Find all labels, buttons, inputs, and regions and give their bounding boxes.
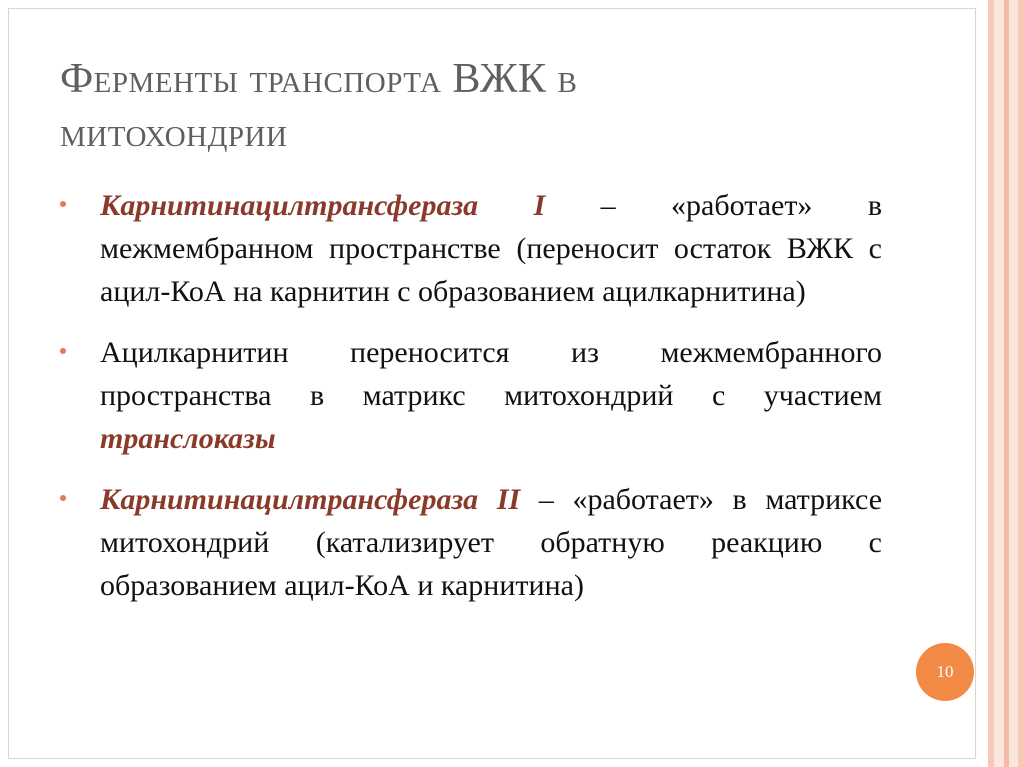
bullet-list (60, 184, 882, 625)
title-line-1: Ферменты транспорта ВЖК в (60, 56, 578, 102)
bullet-item-2 (60, 331, 882, 460)
title-line-2: митохондрии (60, 110, 288, 156)
stripe-5 (1018, 0, 1024, 767)
page-number-badge: 10 (916, 643, 974, 701)
bullet-text-1 (100, 184, 882, 313)
enzyme-term: транслоказы (100, 422, 276, 455)
bullet-dot-icon (60, 495, 66, 501)
bullet-dot-icon (60, 348, 66, 354)
enzyme-term: Карнитинацилтрансфераза I (100, 189, 546, 222)
bullet-body: Ацилкарнитин переносится из межмембранного пространства в матрикс митохондрий с участием (100, 336, 882, 412)
slide-title (60, 52, 920, 160)
bullet-body: – «работает» в межмембранном пространстве (переносит остаток ВЖК с ацил-КоА на карнитин с образованием ацилкарнитина) (100, 189, 882, 308)
bullet-text-2 (100, 331, 882, 460)
bullet-dot-icon (60, 201, 66, 207)
bullet-body: – «работает» в матриксе митохондрий (катализирует обратную реакцию с образованием ацил-КоА и карнитина) (100, 483, 883, 602)
stripe-4 (1009, 0, 1018, 767)
bullet-item-3 (60, 478, 882, 607)
bullet-text-3 (100, 478, 882, 607)
decorative-stripes (986, 0, 1024, 767)
bullet-item-1 (60, 184, 882, 313)
stripe-2 (994, 0, 1004, 767)
enzyme-term: Карнитинацилтрансфераза II (100, 483, 521, 516)
